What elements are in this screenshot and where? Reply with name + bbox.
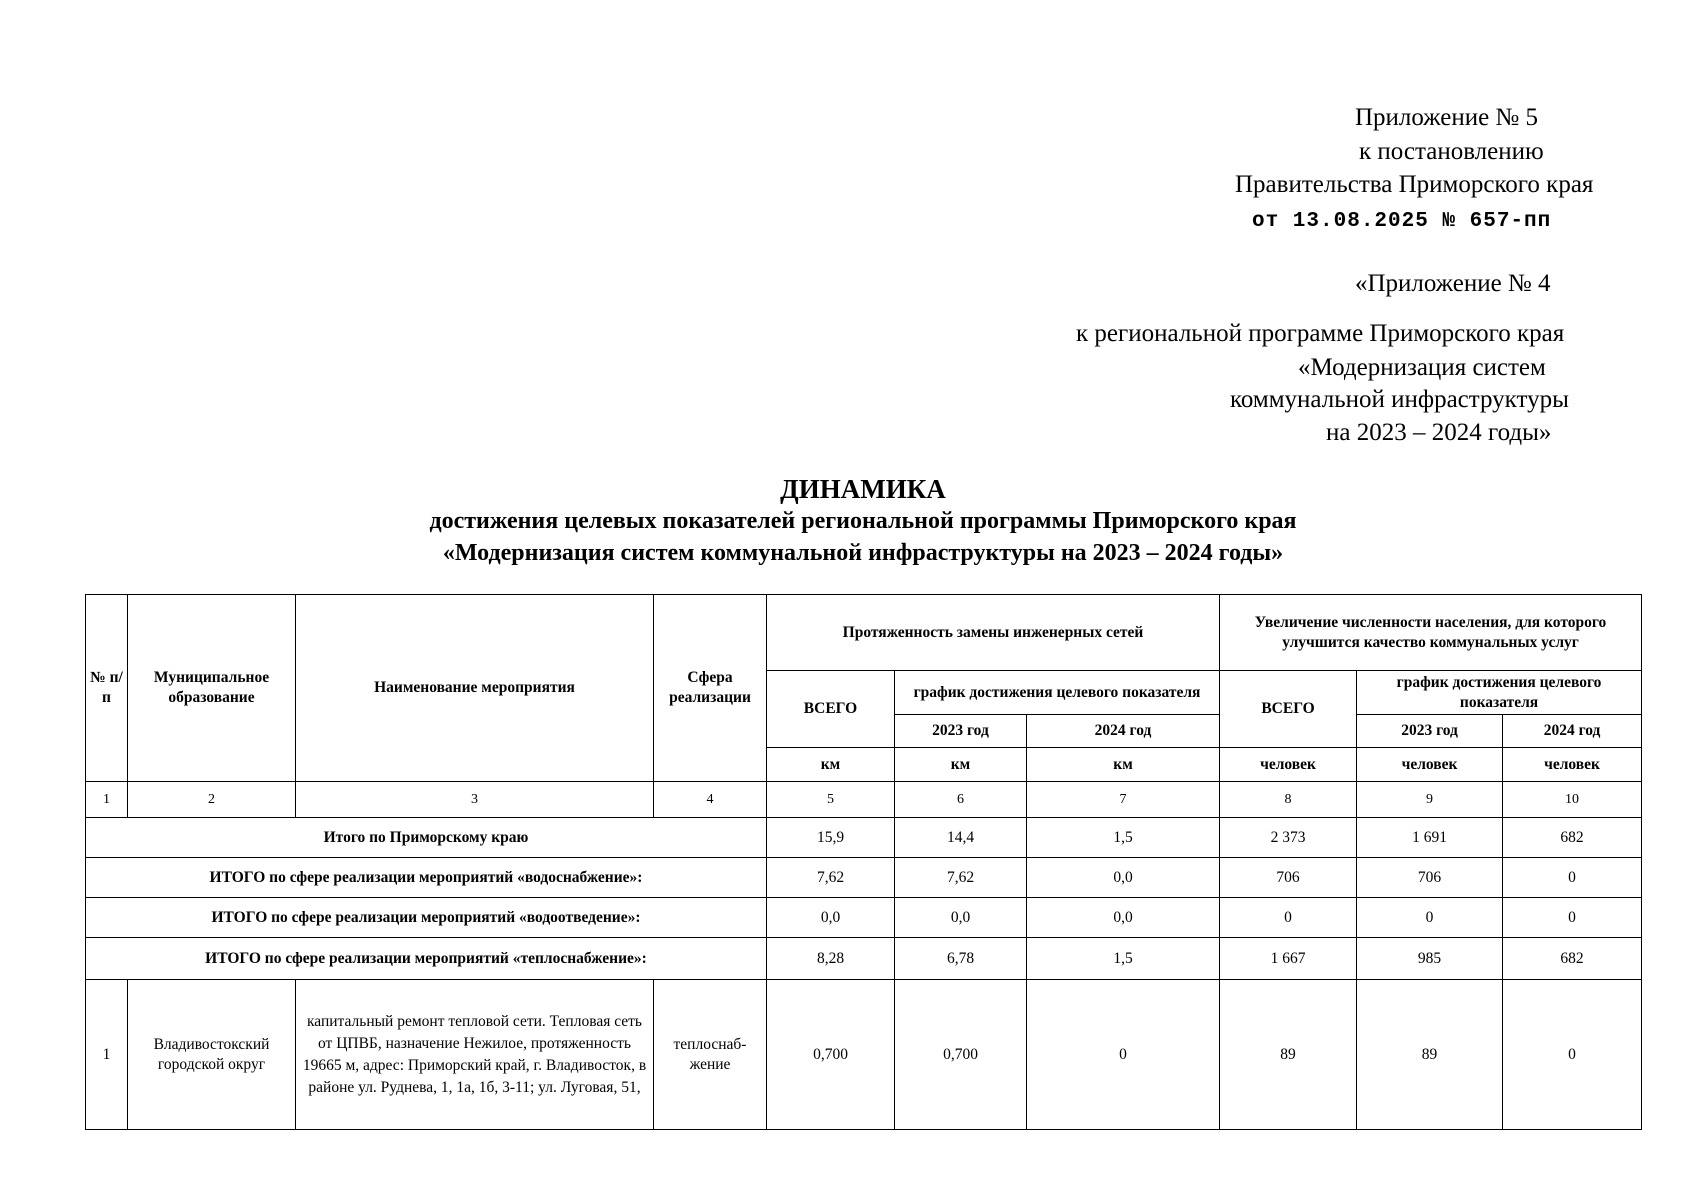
summary-value: 0 [1503, 858, 1642, 898]
doc-subtitle-1: достижения целевых показателей региональной программы Приморского края [429, 508, 1297, 534]
table-row [86, 980, 1642, 1130]
summary-value: 0 [1357, 898, 1503, 938]
col-header-municipality: Муниципальное образование [128, 595, 296, 782]
program-line-2: «Модернизация систем [1298, 354, 1546, 381]
summary-value: 14,4 [895, 818, 1027, 858]
appendix-number: Приложение № 5 [1355, 104, 1539, 131]
summary-value: 6,78 [895, 938, 1027, 980]
summary-value: 0 [1220, 898, 1357, 938]
summary-row-water-supply [86, 858, 1642, 898]
summary-row-total [86, 818, 1642, 858]
summary-value: 706 [1357, 858, 1503, 898]
population-schedule-header: график достижения целевого показателя [1357, 671, 1642, 715]
decree-date-stamp: от 13.08.2025 № 657-пп [1252, 210, 1552, 233]
unit-people: человек [1503, 748, 1642, 782]
row-value: 89 [1357, 980, 1503, 1130]
unit-km: км [1027, 748, 1220, 782]
population-2024-header: 2024 год [1503, 715, 1642, 748]
summary-label: Итого по Приморскому краю [86, 818, 767, 858]
indicators-table [85, 594, 1642, 1130]
summary-value: 7,62 [895, 858, 1027, 898]
summary-value: 1 691 [1357, 818, 1503, 858]
column-number: 2 [128, 782, 296, 818]
row-municipality: Владивостокский городской округ [128, 980, 296, 1130]
column-number-row [86, 782, 1642, 818]
summary-value: 985 [1357, 938, 1503, 980]
summary-value: 0,0 [1027, 858, 1220, 898]
group-header-length: Протяженность замены инженерных сетей [767, 595, 1220, 671]
col-header-no: № п/п [86, 595, 128, 782]
unit-people: человек [1357, 748, 1503, 782]
summary-value: 2 373 [1220, 818, 1357, 858]
summary-value: 706 [1220, 858, 1357, 898]
column-number: 6 [895, 782, 1027, 818]
row-value: 0,700 [767, 980, 895, 1130]
program-line-3: коммунальной инфраструктуры [1230, 386, 1569, 413]
row-value: 0 [1027, 980, 1220, 1130]
summary-value: 1,5 [1027, 938, 1220, 980]
previous-appendix-label: «Приложение № 4 [1355, 270, 1551, 297]
col-header-sphere: Сфера реализации [654, 595, 767, 782]
summary-value: 15,9 [767, 818, 895, 858]
summary-value: 682 [1503, 818, 1642, 858]
length-2023-header: 2023 год [895, 715, 1027, 748]
summary-value: 0,0 [895, 898, 1027, 938]
row-sphere: теплоснаб-жение [654, 980, 767, 1130]
summary-value: 8,28 [767, 938, 895, 980]
length-schedule-header: график достижения целевого показателя [895, 671, 1220, 715]
summary-label: ИТОГО по сфере реализации мероприятий «теплоснабжение»: [86, 938, 767, 980]
program-line-4: на 2023 – 2024 годы» [1326, 419, 1552, 446]
summary-row-sewerage [86, 898, 1642, 938]
column-number: 7 [1027, 782, 1220, 818]
summary-value: 0,0 [1027, 898, 1220, 938]
summary-label: ИТОГО по сфере реализации мероприятий «водоотведение»: [86, 898, 767, 938]
group-header-population: Увеличение численности населения, для которого улучшится качество коммунальных услуг [1220, 595, 1642, 671]
column-number: 9 [1357, 782, 1503, 818]
summary-value: 1,5 [1027, 818, 1220, 858]
summary-row-heat-supply [86, 938, 1642, 980]
length-2024-header: 2024 год [1027, 715, 1220, 748]
to-decree-label: к постановлению [1359, 138, 1544, 165]
summary-value: 682 [1503, 938, 1642, 980]
population-2023-header: 2023 год [1357, 715, 1503, 748]
summary-value: 7,62 [767, 858, 895, 898]
population-total-header: ВСЕГО [1220, 671, 1357, 748]
length-total-header: ВСЕГО [767, 671, 895, 748]
program-line-1: к региональной программе Приморского края [1076, 320, 1565, 347]
summary-value: 1 667 [1220, 938, 1357, 980]
summary-value: 0,0 [767, 898, 895, 938]
column-number: 8 [1220, 782, 1357, 818]
column-number: 1 [86, 782, 128, 818]
unit-km: км [767, 748, 895, 782]
summary-value: 0 [1503, 898, 1642, 938]
column-number: 5 [767, 782, 895, 818]
column-number: 4 [654, 782, 767, 818]
summary-label: ИТОГО по сфере реализации мероприятий «водоснабжение»: [86, 858, 767, 898]
row-value: 0 [1503, 980, 1642, 1130]
row-number: 1 [86, 980, 128, 1130]
doc-title: ДИНАМИКА [780, 474, 946, 504]
column-number: 3 [296, 782, 654, 818]
row-value: 0,700 [895, 980, 1027, 1130]
column-number: 10 [1503, 782, 1642, 818]
government-label: Правительства Приморского края [1235, 171, 1594, 198]
col-header-measure: Наименование мероприятия [296, 595, 654, 782]
row-measure: капитальный ремонт тепловой сети. Тепловая сеть от ЦПВБ, назначение Нежилое, протяженность 19665 м, адрес: Приморский край, г. Владивосток, в районе ул. Руднева, 1, 1а, 1б, 3-11; ул. Луговая, 51, [296, 980, 654, 1130]
row-value: 89 [1220, 980, 1357, 1130]
unit-people: человек [1220, 748, 1357, 782]
doc-subtitle-2: «Модернизация систем коммунальной инфраструктуры на 2023 – 2024 годы» [442, 540, 1284, 566]
unit-km: км [895, 748, 1027, 782]
